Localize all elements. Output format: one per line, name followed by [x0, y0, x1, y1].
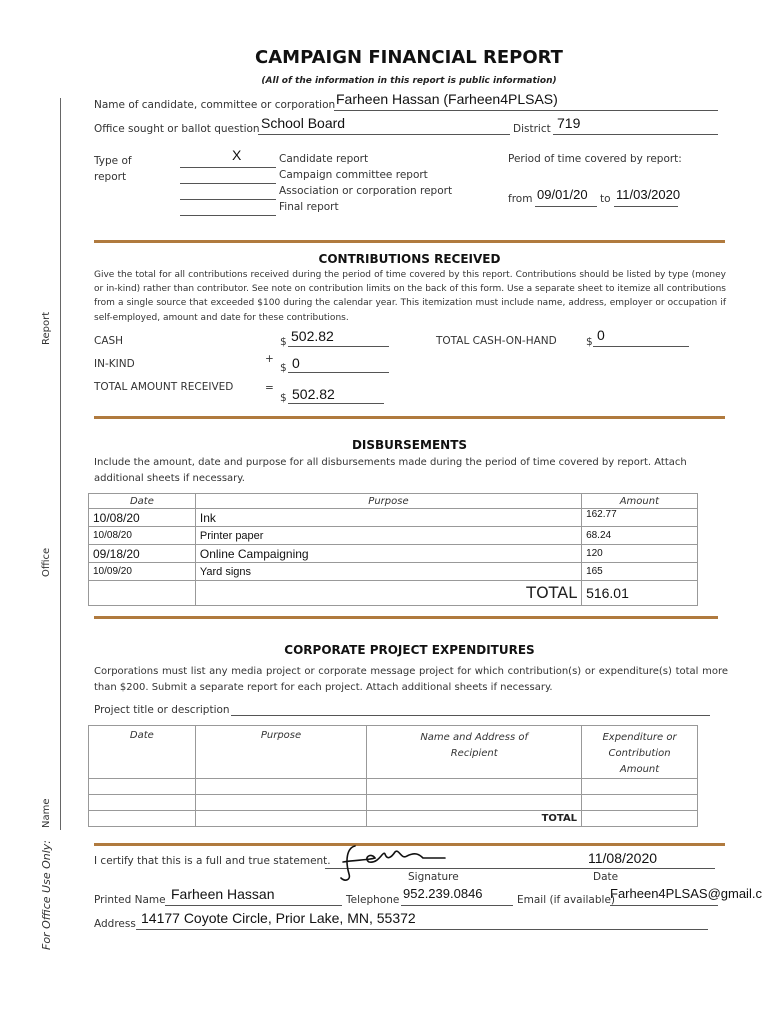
disbursement-amount[interactable]: 68.24 — [582, 527, 698, 545]
cash-on-hand-value[interactable]: 0 — [597, 327, 605, 343]
address-value[interactable]: 14177 Coyote Circle, Prior Lake, MN, 55372 — [141, 910, 416, 926]
disbursement-purpose[interactable]: Ink — [195, 509, 581, 527]
disbursements-col-date: Date — [89, 494, 196, 509]
corporate-cell[interactable] — [582, 779, 698, 795]
page-subtitle: (All of the information in this report is public information) — [261, 76, 557, 86]
telephone-label: Telephone — [346, 894, 400, 906]
disbursement-purpose[interactable]: Online Campaigning — [195, 545, 581, 563]
table-row — [89, 509, 698, 527]
cash-label: CASH — [94, 335, 124, 347]
contributions-instructions: Give the total for all contributions received during the period of time covered by this report. Contributions should be listed by type (money or in-kind) rather than contributor. See note on contribution limits on the back of this form. Use a separate sheet to itemize all contributions from a single source that exceeded $100 during the calendar year. This itemization must include name, address, employer or occupation if self-employed, amount and date for these contributions. — [94, 270, 726, 323]
date-label: Date — [593, 871, 619, 883]
corporate-table — [88, 725, 698, 827]
report-type-option-final: Final report — [279, 201, 339, 213]
period-label: Period of time covered by report: — [508, 153, 682, 165]
cash-on-hand-dollar: $ — [586, 336, 593, 348]
table-row — [89, 581, 698, 606]
email-line — [610, 905, 718, 906]
printed-name-line — [165, 905, 342, 906]
corporate-divider — [94, 616, 718, 619]
office-sought-label: Office sought or ballot question — [94, 123, 260, 135]
corporate-cell[interactable] — [367, 795, 582, 811]
table-row — [89, 795, 698, 811]
period-from-label: from — [508, 193, 533, 205]
inkind-line — [288, 372, 389, 373]
cash-on-hand-label: TOTAL CASH-ON-HAND — [436, 335, 557, 347]
period-to-value[interactable]: 11/03/2020 — [616, 187, 681, 202]
report-type-check[interactable]: X — [232, 147, 242, 163]
table-row — [89, 545, 698, 563]
disbursements-instructions: Include the amount, date and purpose for all disbursements made during the period of time covered by report. Attach additional sheets if necessary. — [94, 457, 687, 484]
report-type-option-candidate: Candidate report — [279, 153, 369, 165]
district-line — [553, 134, 718, 135]
corporate-col-amount: Expenditure or Contribution Amount — [582, 726, 698, 779]
office-sought-line — [258, 134, 510, 135]
sidebar-report-label: Report — [41, 311, 52, 345]
corporate-total-label: TOTAL — [367, 811, 582, 827]
report-type-line-1[interactable] — [180, 167, 276, 168]
sidebar-office-label: Office — [41, 547, 52, 577]
disbursements-heading: DISBURSEMENTS — [351, 438, 468, 452]
printed-name-value[interactable]: Farheen Hassan — [171, 886, 275, 902]
inkind-dollar: $ — [280, 362, 287, 374]
disbursement-amount[interactable]: 162.77 — [582, 509, 698, 527]
district-value[interactable]: 719 — [557, 115, 581, 131]
report-type-label: Type of report — [94, 155, 132, 183]
disbursement-amount[interactable]: 165 — [582, 563, 698, 581]
period-from-line — [535, 206, 597, 207]
period-to-label: to — [600, 193, 611, 205]
sidebar-office-use-label: For Office Use Only: — [40, 840, 53, 950]
signature-label: Signature — [408, 871, 459, 883]
inkind-plus: + — [265, 353, 274, 365]
certify-date-value[interactable]: 11/08/2020 — [588, 850, 658, 866]
address-line — [136, 929, 708, 930]
disbursements-table — [88, 493, 698, 606]
printed-name-label: Printed Name — [94, 894, 166, 906]
disbursement-amount[interactable]: 120 — [582, 545, 698, 563]
disbursement-purpose[interactable]: Yard signs — [195, 563, 581, 581]
disbursement-date[interactable]: 10/08/20 — [89, 509, 196, 527]
corporate-instructions: Corporations must list any media project or corporate message project for which contribution(s) or expenditure(s) total more than $200. Submit a separate report for each project. Attach additional sheets if necessary. — [94, 666, 728, 693]
cash-value[interactable]: 502.82 — [291, 328, 334, 344]
email-value[interactable]: Farheen4PLSAS@gmail.c — [610, 886, 762, 901]
disbursement-date[interactable]: 10/09/20 — [89, 563, 196, 581]
report-type-option-association: Association or corporation report — [279, 185, 453, 197]
total-received-value[interactable]: 502.82 — [292, 386, 335, 402]
inkind-label: IN-KIND — [94, 358, 135, 370]
sidebar-rule — [60, 98, 61, 830]
candidate-name-label: Name of candidate, committee or corporation — [94, 99, 336, 111]
corporate-cell[interactable] — [582, 795, 698, 811]
certify-statement: I certify that this is a full and true statement. — [94, 855, 331, 867]
total-received-equals: = — [265, 382, 274, 394]
disbursement-date[interactable]: 10/08/20 — [89, 527, 196, 545]
project-title-line[interactable] — [231, 715, 710, 716]
corporate-col-purpose: Purpose — [195, 726, 367, 779]
candidate-name-line — [334, 110, 718, 111]
corporate-cell[interactable] — [195, 795, 367, 811]
cash-dollar: $ — [280, 336, 287, 348]
period-to-line — [614, 206, 678, 207]
district-label: District — [513, 123, 551, 135]
corporate-cell[interactable] — [89, 811, 196, 827]
office-sought-value[interactable]: School Board — [261, 115, 346, 131]
table-row — [89, 811, 698, 827]
disbursements-total-value[interactable]: 516.01 — [582, 581, 698, 606]
report-type-line-2[interactable] — [180, 183, 276, 184]
cash-line — [288, 346, 389, 347]
report-type-line-3[interactable] — [180, 199, 276, 200]
table-row — [89, 527, 698, 545]
email-label: Email (if available) — [517, 894, 616, 906]
corporate-cell[interactable] — [367, 779, 582, 795]
total-received-line — [288, 403, 384, 404]
disbursements-divider — [94, 416, 725, 419]
sidebar-name-label: Name — [41, 798, 52, 828]
disbursements-col-purpose: Purpose — [195, 494, 581, 509]
corporate-cell[interactable] — [195, 779, 367, 795]
corporate-cell[interactable] — [89, 795, 196, 811]
inkind-value[interactable]: 0 — [292, 355, 300, 371]
report-type-option-committee: Campaign committee report — [279, 169, 428, 181]
total-received-dollar: $ — [280, 392, 287, 404]
telephone-value[interactable]: 952.239.0846 — [403, 886, 483, 901]
project-title-label: Project title or description — [94, 704, 230, 716]
corporate-cell[interactable] — [89, 779, 196, 795]
candidate-name-value[interactable]: Farheen Hassan (Farheen4PLSAS) — [336, 91, 558, 107]
cash-on-hand-line — [593, 346, 689, 347]
disbursements-col-amount: Amount — [582, 494, 698, 509]
table-row — [89, 563, 698, 581]
address-label: Address — [94, 918, 136, 930]
page-title: CAMPAIGN FINANCIAL REPORT — [255, 47, 563, 68]
corporate-heading: CORPORATE PROJECT EXPENDITURES — [284, 643, 535, 657]
period-from-value[interactable]: 09/01/20 — [537, 187, 588, 202]
report-type-line-4[interactable] — [180, 215, 276, 216]
disbursement-empty-cell[interactable] — [89, 581, 196, 606]
corporate-col-recipient: Name and Address of Recipient — [367, 726, 582, 779]
corporate-col-date: Date — [89, 726, 196, 779]
corporate-cell[interactable] — [195, 811, 367, 827]
total-received-label: TOTAL AMOUNT RECEIVED — [94, 381, 234, 393]
table-row — [89, 779, 698, 795]
disbursements-total-label: TOTAL — [195, 581, 581, 606]
contributions-heading: CONTRIBUTIONS RECEIVED — [318, 252, 501, 266]
telephone-line — [401, 905, 513, 906]
disbursement-purpose[interactable]: Printer paper — [195, 527, 581, 545]
disbursement-date[interactable]: 09/18/20 — [89, 545, 196, 563]
corporate-total-value[interactable] — [582, 811, 698, 827]
contributions-divider — [94, 240, 725, 243]
